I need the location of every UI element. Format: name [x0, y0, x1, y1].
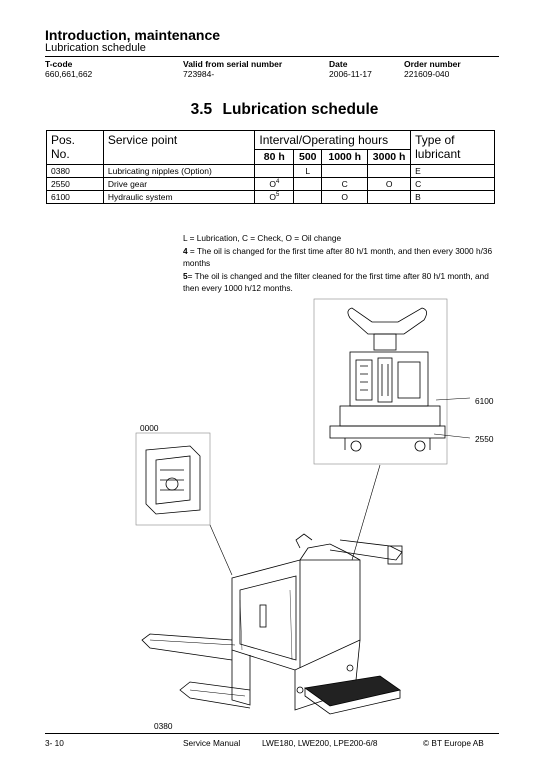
- meta-label-serial: Valid from serial number: [183, 59, 283, 69]
- col-header-500h: 500: [294, 150, 322, 165]
- cell-service-point: Lubricating nipples (Option): [103, 165, 254, 178]
- footer-rule: [45, 733, 499, 734]
- meta-value-order: 221609-040: [404, 69, 450, 79]
- cell-service-point: Hydraulic system: [103, 191, 254, 204]
- legend-line: L = Lubrication, C = Check, O = Oil change: [183, 233, 342, 243]
- footer-manual: Service Manual: [183, 738, 241, 748]
- col-header-80h: 80 h: [255, 150, 294, 165]
- detail-box-hydraulic: [314, 299, 447, 464]
- callout-2550: 2550: [475, 434, 494, 444]
- col-header-3000h: 3000 h: [368, 150, 411, 165]
- footer-models: LWE180, LWE200, LPE200-6/8: [262, 738, 378, 748]
- cell-80h: $O^5$: [255, 191, 294, 204]
- cell-lubricant: E: [411, 165, 495, 178]
- cell-lubricant: B: [411, 191, 495, 204]
- meta-label-tcode: T-code: [45, 59, 73, 69]
- callout-6100: 6100: [475, 396, 494, 406]
- detail-box-chassis: [136, 433, 210, 525]
- cell-pos: 0380: [47, 165, 104, 178]
- section-number: 3.5: [190, 101, 213, 118]
- cell-80h: $O^4$: [255, 178, 294, 191]
- cell-service-point: Drive gear: [103, 178, 254, 191]
- col-header-service-point: Service point: [103, 131, 254, 165]
- cell-pos: 6100: [47, 191, 104, 204]
- cell-1000h: O: [322, 191, 368, 204]
- note-5: 5= The oil is changed and the filter cleaned for the first time after 80 h/1 month, and then every 1000 h/12 months.: [183, 270, 489, 293]
- callout-0380: 0380: [154, 721, 173, 731]
- meta-label-order: Order number: [404, 59, 461, 69]
- col-header-1000h: 1000 h: [322, 150, 368, 165]
- col-header-interval: Interval/Operating hours: [255, 131, 411, 150]
- cell-pos: 2550: [47, 178, 104, 191]
- cell-lubricant: C: [411, 178, 495, 191]
- meta-label-date: Date: [329, 59, 348, 69]
- meta-value-date: 2006-11-17: [329, 69, 372, 79]
- cell-1000h: C: [322, 178, 368, 191]
- callout-0000: 0000: [140, 423, 159, 433]
- cell-3000h: O: [368, 178, 411, 191]
- page-subtitle: Lubrication schedule: [45, 42, 146, 54]
- page-title: Introduction, maintenance: [45, 27, 221, 43]
- meta-value-tcode: 660,661,662: [45, 69, 93, 79]
- section-name: Lubrication schedule: [222, 101, 379, 118]
- note-4: 4 = The oil is changed for the first time after 80 h/1 month, and then every 3000 h/36 months: [183, 245, 493, 268]
- footer-page-number: 3- 10: [45, 738, 64, 748]
- col-header-lubricant: Type of lubricant: [411, 131, 495, 165]
- col-header-pos: Pos. No.: [47, 131, 104, 165]
- cell-500h: L: [294, 165, 322, 178]
- footer-copyright: © BT Europe AB: [423, 738, 484, 748]
- meta-value-serial: 723984-: [183, 69, 215, 79]
